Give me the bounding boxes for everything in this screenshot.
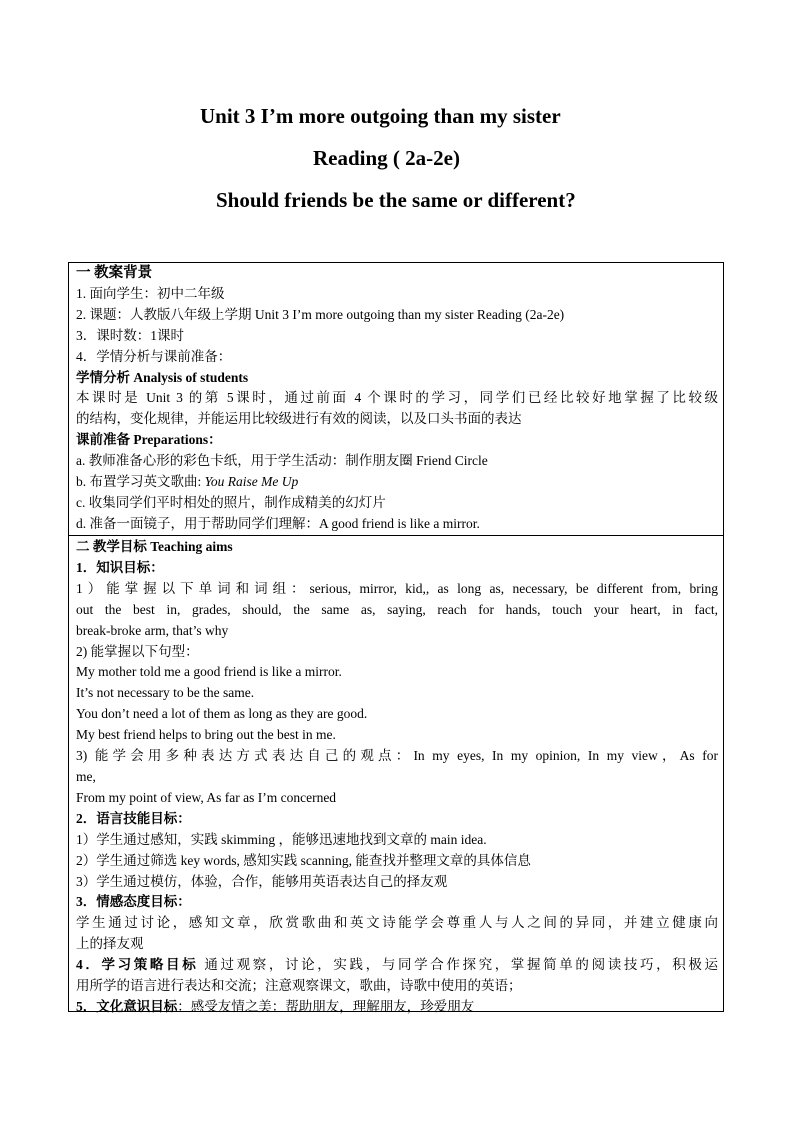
opinion-line-1: 3) 能学会用多种表达方式表达自己的观点：In my eyes, In my opinion, In my view，As for [76,748,718,764]
strategy-heading: 4．学习策略目标 [76,957,199,973]
prep-item-b [76,472,718,493]
sentence-2: It’s not necessary to be the same. [76,685,255,701]
prep-item-d: d. 准备一面镜子，用于帮助同学们理解：A good friend is like a mirror. [76,515,480,531]
reading-title: Reading ( 2a-2e) [313,146,460,170]
class-hours: 3．课时数：1课时 [76,327,184,343]
vocab-line-2: out the best in, grades, should, the same as, saying, reach for hands, touch your heart, in fact, [76,601,718,617]
skill-heading: 2．语言技能目标： [76,810,191,826]
sentence-4: My best friend helps to bring out the best in me. [76,727,336,743]
analysis-and-prep: 4．学情分析与课前准备： [76,348,232,364]
opinion-line-2: me, [76,768,96,784]
strategy-line-2: 用所学的语言进行表达和交流；注意观察课文，歌曲，诗歌中使用的英语； [76,978,522,994]
song-title: You Raise Me Up [204,474,299,490]
culture-heading: 5．文化意识目标 [76,998,178,1014]
knowledge-heading: 1．知识目标： [76,559,164,575]
lesson-topic: 2. 课题：人教版八年级上学期 Unit 3 I’m more outgoing than my sister Reading (2a-2e) [76,306,565,322]
culture-line [76,997,718,1018]
prep-item-c: c. 收集同学们平时相处的照片，制作成精美的幻灯片 [76,494,386,510]
sentence-3: You don’t need a lot of them as long as they are good. [76,706,368,722]
sentence-1: My mother told me a good friend is like a mirror. [76,664,342,680]
emotion-line-1: 学生通过讨论，感知文章，欣赏歌曲和英文诗能学会尊重人与人之间的异同，并建立健康向 [76,915,718,931]
analysis-heading: 学情分析 Analysis of students [76,369,249,385]
unit-title: Unit 3 I’m more outgoing than my sister [200,104,561,128]
prep-item-a: a. 教师准备心形的彩色卡纸，用于学生活动：制作朋友圈 Friend Circle [76,453,488,469]
prep-b-prefix: b. 布置学习英文歌曲: [76,474,205,490]
sentence-patterns-heading: 2) 能掌握以下句型： [76,643,199,659]
vocab-line-1: 1）能掌握以下单词和词组：serious, mirror, kid,, as long as, necessary, be different from, bring [76,580,718,596]
prep-heading: 课前准备 Preparations： [76,432,222,448]
target-students: 1. 面向学生：初中二年级 [76,285,225,301]
analysis-line-2: 的结构，变化规律，并能运用比较级进行有效的阅读，以及口头书面的表达 [76,411,522,427]
section-teaching-aims [76,537,718,1018]
strategy-text: 通过观察，讨论，实践，与同学合作探究，掌握简单的阅读技巧，积极运 [204,957,718,973]
analysis-line-1: 本课时是 Unit 3 的第 5课时，通过前面 4 个课时的学习，同学们已经比较好地掌握了比较级 [76,390,718,406]
strategy-line-1 [76,955,718,976]
lesson-question: Should friends be the same or different? [216,188,576,212]
section-background [76,263,718,535]
lesson-plan-table [68,262,724,1012]
section-divider [69,535,723,536]
skill-3: 3）学生通过模仿，体验，合作，能够用英语表达自己的择友观 [76,873,448,889]
section2-heading: 二 教学目标 Teaching aims [76,539,233,554]
section1-heading: 一 教案背景 [76,265,153,281]
skill-2: 2）学生通过筛选 key words, 感知实践 scanning, 能查找并整理文章的具体信息 [76,852,531,868]
emotion-line-2: 上的择友观 [76,936,144,952]
culture-text: ：感受友情之美：帮助朋友，理解朋友，珍爱朋友 [177,998,475,1014]
vocab-line-3: break-broke arm, that’s why [76,622,229,638]
emotion-heading: 3．情感态度目标： [76,894,191,910]
skill-1: 1）学生通过感知，实践 skimming ，能够迅速地找到文章的 main idea. [76,831,487,847]
opinion-line-3: From my point of view, As far as I’m concerned [76,789,337,805]
